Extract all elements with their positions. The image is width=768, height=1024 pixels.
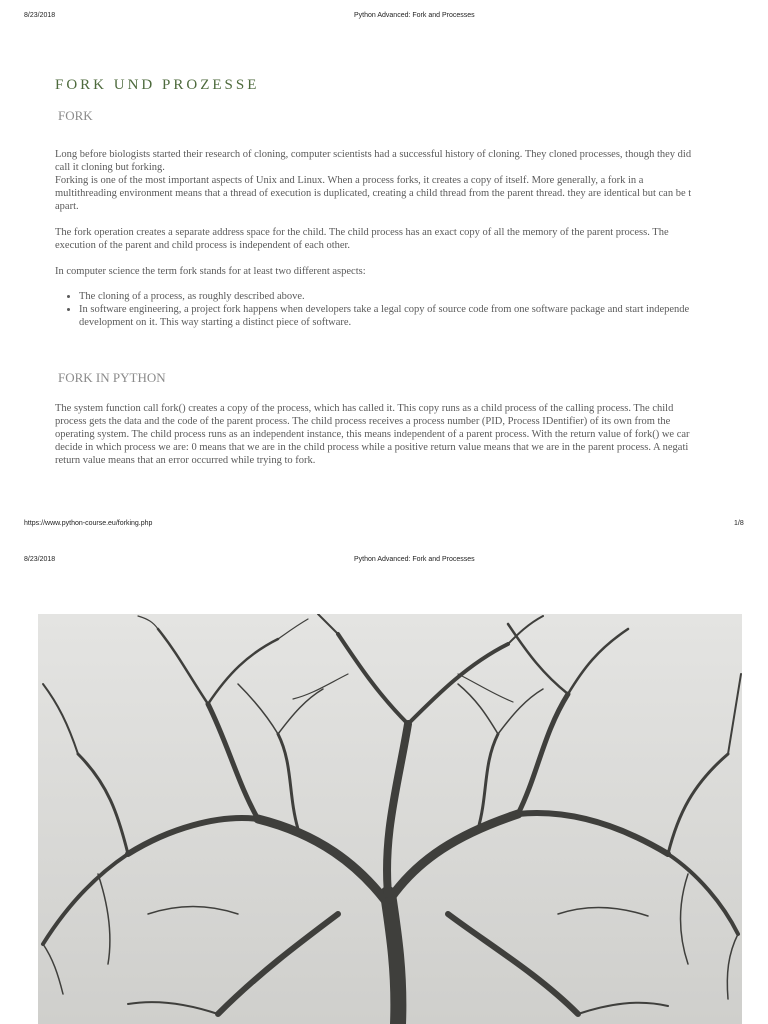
text-line: operating system. The child process runs as an independent instance, this means independent of a parent process. With the return value of fork() we car [55, 429, 690, 440]
page-header-title: Python Advanced: Fork and Processes [354, 556, 475, 563]
list-item [79, 303, 768, 329]
intro-paragraph [55, 148, 768, 213]
tree-in-fog-image [38, 614, 742, 1024]
page-header-date: 8/23/2018 [24, 556, 56, 563]
text-line: call it cloning but forking. [55, 162, 165, 173]
text-line: apart. [55, 201, 79, 212]
text-line: return value means that an error occurred while trying to fork. [55, 455, 316, 466]
address-space-paragraph [55, 226, 768, 252]
article-body [55, 77, 768, 467]
text-line: The system function call fork() creates a copy of the process, which has called it. This copy runs as a child process of the calling process. The child [55, 403, 674, 414]
aspects-list [55, 290, 768, 329]
text-line: multithreading environment means that a thread of execution is duplicated, creating a child thread from the parent thread. they are identical but can be t [55, 188, 692, 199]
aspects-intro: In computer science the term fork stands for at least two different aspects: [55, 266, 366, 277]
text-line: decide in which process we are: 0 means that we are in the child process while a positive return value means that we are in the parent process. A negati [55, 442, 689, 453]
text-line: Long before biologists started their research of cloning, computer scientists had a successful history of cloning. They cloned processes, though they did [55, 149, 692, 160]
page-footer-url[interactable]: https://www.python-course.eu/forking.php [24, 520, 153, 527]
section-title-fork: FORK [58, 108, 93, 123]
page-footer-number: 1/8 [734, 520, 744, 527]
section-title-fork-in-python: FORK IN PYTHON [58, 370, 166, 385]
list-item-text: In software engineering, a project fork happens when developers take a legal copy of source code from one software package and start independe [79, 304, 690, 315]
text-line: process gets the data and the code of the parent process. The child process receives a process number (PID, Process IDentifier) of its own from the [55, 416, 671, 427]
text-line: execution of the parent and child process is independent of each other. [55, 240, 351, 251]
page-header-date: 8/23/2018 [24, 12, 56, 19]
page-header-title: Python Advanced: Fork and Processes [354, 12, 475, 19]
page-title: FORK UND PROZESSE [55, 77, 260, 93]
text-line: The fork operation creates a separate address space for the child. The child process has an exact copy of all the memory of the parent process. The [55, 227, 669, 238]
list-item-text: The cloning of a process, as roughly described above. [79, 291, 305, 302]
list-item-text: development on it. This way starting a distinct piece of software. [79, 317, 352, 328]
fork-in-python-paragraph [55, 402, 768, 467]
list-item [79, 290, 768, 303]
text-line: Forking is one of the most important aspects of Unix and Linux. When a process forks, it creates a copy of itself. More generally, a fork in a [55, 175, 644, 186]
